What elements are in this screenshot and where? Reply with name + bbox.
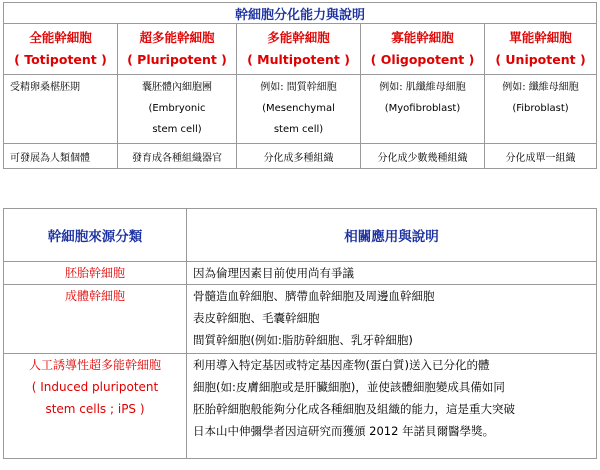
potency-name: 超多能幹細胞 <box>139 30 215 45</box>
potency-name: 全能幹細胞 <box>29 30 92 45</box>
potency-result-cell: 分化成單一組織 <box>485 144 597 169</box>
description-line: 間質幹細胞(例如:脂肪幹細胞、乳牙幹細胞) <box>193 333 413 347</box>
description-line: 利用導入特定基因或特定基因產物(蛋白質)送入已分化的體 <box>193 358 490 372</box>
potency-example-cell <box>485 75 597 144</box>
category-line: stem cells ; iPS ) <box>45 402 145 416</box>
description-line: 胚胎幹細胞般能夠分化成各種細胞及組織的能力，這是重大突破 <box>193 402 515 416</box>
source-description-cell <box>187 285 597 354</box>
example-line: (Myofibroblast) <box>384 103 461 114</box>
example-line: 受精卵桑椹胚期 <box>10 82 80 93</box>
source-category-cell <box>4 262 187 285</box>
potency-english: ( Totipotent ) <box>14 52 107 67</box>
source-header-right: 相關應用與說明 <box>187 209 597 262</box>
example-line: stem cell) <box>152 124 202 135</box>
potency-english: ( Multipotent ) <box>247 52 350 67</box>
example-line: (Mesenchymal <box>262 103 335 114</box>
potency-header-cell <box>485 24 597 75</box>
description-line: 細胞(如:皮膚細胞或是肝臟細胞)，並使該體細胞變成具備如同 <box>193 380 505 394</box>
potency-example-cell <box>4 75 118 144</box>
description-line: 骨髓造血幹細胞、臍帶血幹細胞及周邊血幹細胞 <box>193 289 435 303</box>
potency-name: 寡能幹細胞 <box>391 30 454 45</box>
source-category-cell <box>4 285 187 354</box>
source-row <box>4 285 597 354</box>
example-line: 例如: 間質幹細胞 <box>260 82 337 93</box>
source-description-cell <box>187 262 597 285</box>
description-line: 表皮幹細胞、毛囊幹細胞 <box>193 311 320 325</box>
source-category-cell <box>4 354 187 459</box>
example-line: 例如: 纖維母細胞 <box>502 82 579 93</box>
potency-result-cell: 發育成各種組織器官 <box>118 144 237 169</box>
example-line: (Fibroblast) <box>512 103 569 114</box>
potency-english: ( Oligopotent ) <box>370 52 475 67</box>
example-line: 例如: 肌纖維母細胞 <box>379 82 466 93</box>
potency-english: ( Pluripotent ) <box>127 52 227 67</box>
potency-example-cell <box>118 75 237 144</box>
category-line: ( Induced pluripotent <box>31 380 159 394</box>
potency-example-cell <box>237 75 361 144</box>
potency-example-row <box>4 75 597 144</box>
potency-header-cell <box>4 24 118 75</box>
potency-example-cell <box>361 75 485 144</box>
potency-header-cell <box>237 24 361 75</box>
potency-name: 單能幹細胞 <box>509 30 572 45</box>
potency-english: ( Unipotent ) <box>495 52 586 67</box>
potency-table <box>3 2 597 169</box>
category-line: 胚胎幹細胞 <box>64 266 125 280</box>
potency-name: 多能幹細胞 <box>267 30 330 45</box>
example-line: 囊胚體內細胞團 <box>142 82 212 93</box>
potency-table-title: 幹細胞分化能力與說明 <box>4 3 597 24</box>
potency-header-cell <box>361 24 485 75</box>
source-description-cell <box>187 354 597 459</box>
potency-result-cell: 可發展為人類個體 <box>4 144 118 169</box>
potency-header-cell <box>118 24 237 75</box>
source-row <box>4 354 597 459</box>
category-line: 成體幹細胞 <box>64 289 125 303</box>
potency-result-cell: 分化成多種組織 <box>237 144 361 169</box>
potency-result-row <box>4 144 597 169</box>
source-row <box>4 262 597 285</box>
category-line: 人工誘導性超多能幹細胞 <box>28 358 161 372</box>
source-header-row <box>4 209 597 262</box>
example-line: stem cell) <box>273 124 324 135</box>
potency-header-row <box>4 24 597 75</box>
potency-result-cell: 分化成少數幾種組織 <box>361 144 485 169</box>
source-table <box>3 208 597 459</box>
description-line: 因為倫理因素目前使用尚有爭議 <box>193 266 354 280</box>
description-line: 日本山中伸彌學者因這研究而獲頒 2012 年諾貝爾醫學獎。 <box>193 424 495 438</box>
source-header-left: 幹細胞來源分類 <box>4 209 187 262</box>
example-line: (Embryonic <box>148 103 206 114</box>
